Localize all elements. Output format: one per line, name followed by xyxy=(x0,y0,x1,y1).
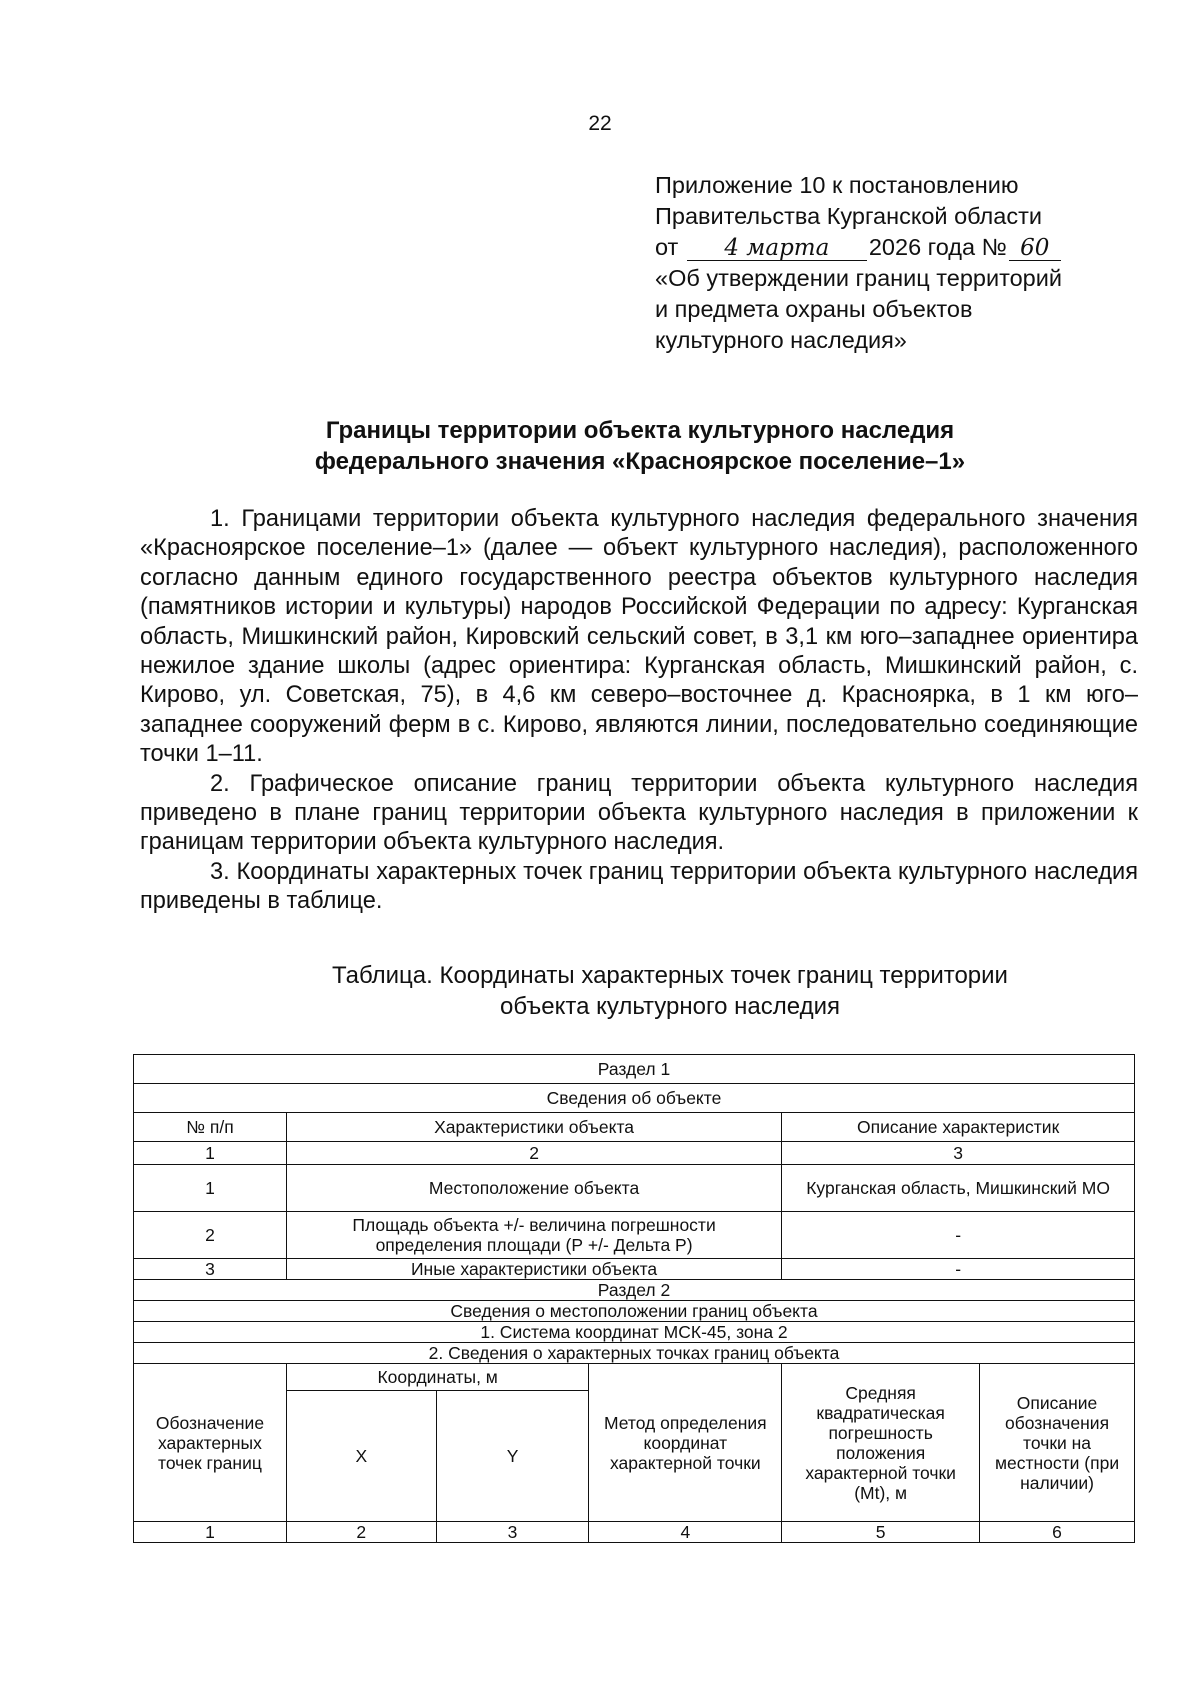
appendix-line-2: Правительства Курганской области xyxy=(655,203,1042,229)
handwritten-number: 60 xyxy=(1009,236,1061,261)
row-2-name: Площадь объекта +/- величина погрешности определения площади (Р +/- Дельта Р) xyxy=(286,1212,781,1259)
row-3-name: Иные характеристики объекта xyxy=(286,1259,781,1280)
caption-line-2: объекта культурного наследия xyxy=(499,993,841,1020)
header-description: Описание обозначения точки на местности (при наличии) xyxy=(980,1364,1135,1522)
appendix-line-4: «Об утверждении границ территорий xyxy=(655,265,1063,291)
paragraph-3: 3. Координаты характерных точек границ территории объекта культурного наследия приведены в таблице. xyxy=(140,858,1138,915)
coord-system-row: 1. Система координат МСК-45, зона 2 xyxy=(134,1322,1135,1343)
row-2-value: - xyxy=(782,1212,1135,1259)
header-x: X xyxy=(286,1391,436,1522)
row-1-num: 1 xyxy=(134,1165,287,1212)
appendix-line-6: культурного наследия» xyxy=(655,327,907,353)
points-info-row: 2. Сведения о характерных точках границ объекта xyxy=(134,1343,1135,1364)
col-header-description: Описание характеристик xyxy=(782,1113,1135,1142)
col-number-2: 2 xyxy=(286,1142,781,1165)
points-col-number-2: 2 xyxy=(286,1522,436,1543)
row-2-num: 2 xyxy=(134,1212,287,1259)
table-caption xyxy=(250,960,1090,1022)
points-col-number-6: 6 xyxy=(980,1522,1135,1543)
object-info-header: Сведения об объекте xyxy=(134,1084,1135,1113)
points-col-number-4: 4 xyxy=(589,1522,782,1543)
header-coords: Координаты, м xyxy=(286,1364,589,1391)
points-col-number-5: 5 xyxy=(782,1522,980,1543)
col-number-3: 3 xyxy=(782,1142,1135,1165)
location-info-header: Сведения о местоположении границ объекта xyxy=(134,1301,1135,1322)
page-number: 22 xyxy=(588,112,612,135)
caption-line-1: Таблица. Координаты характерных точек границ территории xyxy=(332,962,1008,989)
row-1-name: Местоположение объекта xyxy=(286,1165,781,1212)
paragraph-1: 1. Границами территории объекта культурного наследия федерального значения «Красноярское поселение–1» (далее — объект культурного наследия), расположенного согласно данным единого государственного реестра объектов культурного наследия (памятников истории и культуры) народов Российской Федерации по адресу: Курганская область, Мишкинский район, Кировский сельский совет, в 3,1 км юго–западнее ориентира нежилое здание школы (адрес ориентира: Курганская область, Мишкинский район, с. Кирово, ул. Советская, 75), в 4,6 км северо–восточнее д. Красноярка, в 1 км юго–западнее сооружений ферм в с. Кирово, являются линии, последовательно соединяющие точки 1–11. xyxy=(140,506,1138,768)
points-col-number-3: 3 xyxy=(436,1522,589,1543)
section-1-header: Раздел 1 xyxy=(134,1055,1135,1084)
coordinates-table xyxy=(133,1054,1135,1543)
appendix-line-1: Приложение 10 к постановлению xyxy=(655,172,1019,198)
paragraph-2: 2. Графическое описание границ территории объекта культурного наследия приведено в плане границ территории объекта культурного наследия в приложении к границам территории объекта культурного наследия. xyxy=(140,770,1138,856)
title-line-2: федерального значения «Красноярское поселение–1» xyxy=(314,448,966,475)
header-method: Метод определения координат характерной точки xyxy=(589,1364,782,1522)
document-title xyxy=(150,415,1130,477)
body-text xyxy=(140,505,1138,917)
row-1-value: Курганская область, Мишкинский МО xyxy=(782,1165,1135,1212)
title-line-1: Границы территории объекта культурного наследия xyxy=(325,417,955,444)
appendix-header xyxy=(655,170,1175,356)
header-accuracy: Средняя квадратическая погрешность положения характерной точки (Mt), м xyxy=(782,1364,980,1522)
row-3-value: - xyxy=(782,1259,1135,1280)
col-number-1: 1 xyxy=(134,1142,287,1165)
section-2-header: Раздел 2 xyxy=(134,1280,1135,1301)
handwritten-date: 4 марта xyxy=(687,236,867,261)
header-y: Y xyxy=(436,1391,589,1522)
appendix-line-5: и предмета охраны объектов xyxy=(655,296,973,322)
date-year: 2026 года № xyxy=(868,234,1007,260)
appendix-date-line xyxy=(655,232,1175,263)
row-3-num: 3 xyxy=(134,1259,287,1280)
col-header-characteristics: Характеристики объекта xyxy=(286,1113,781,1142)
points-col-number-1: 1 xyxy=(134,1522,287,1543)
header-designation: Обозначение характерных точек границ xyxy=(134,1364,287,1522)
col-header-num: № п/п xyxy=(134,1113,287,1142)
date-prefix: от xyxy=(655,234,679,260)
